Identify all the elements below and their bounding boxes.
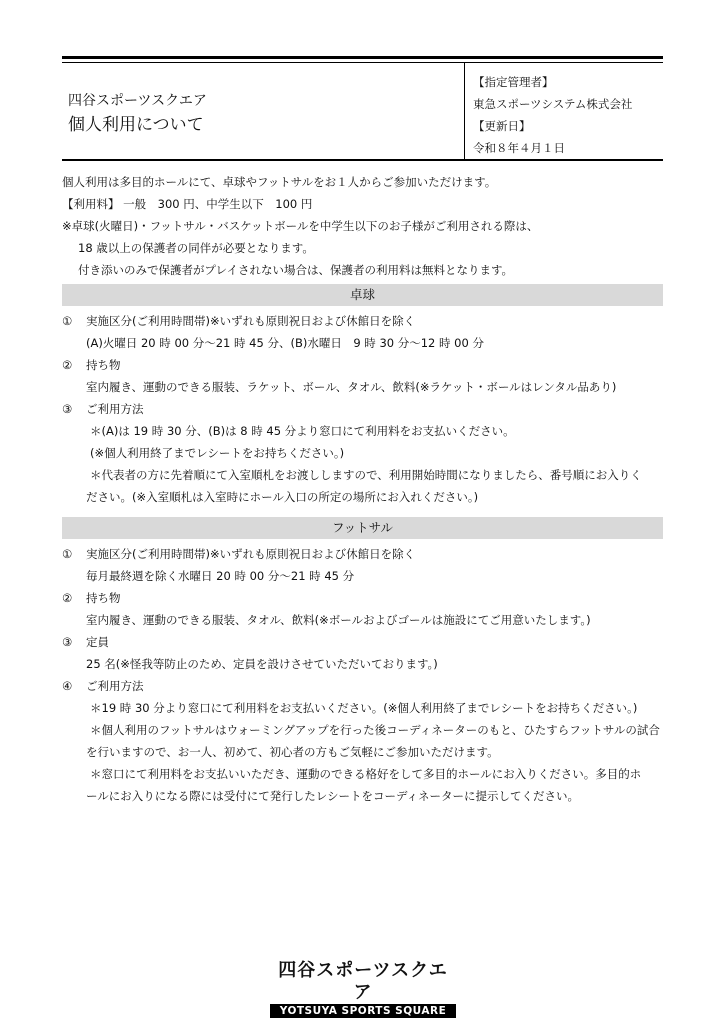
item-body-line: ＊窓口にて利用料をお支払いいただき、運動のできる格好をして多目的ホールにお入りください。多目的ホ [90,767,642,781]
intro-note-line: 付き添いのみで保護者がプレイされない場合は、保護者の利用料は無料となります。 [78,263,514,277]
fee-line: 【利用料】 一般 300 円、中学生以下 100 円 [62,197,313,211]
item-body-line: 室内履き、運動のできる服装、タオル、飲料(※ボールおよびゴールは施設にてご用意いたします。) [86,613,591,627]
list-item [62,310,663,332]
item-body-line: (A)火曜日 20 時 00 分～21 時 45 分、(B)水曜日 9 時 30 分～12 時 00 分 [86,336,484,350]
item-number: ③ [62,635,73,649]
list-item [62,398,663,420]
item-number: ① [62,314,73,328]
item-title: 定員 [86,635,109,649]
intro-line: 個人利用は多目的ホールにて、卓球やフットサルをお１人からご参加いただけます。 [62,175,497,189]
item-number: ② [62,358,73,372]
item-body-line: ＊代表者の方に先着順にて入室順札をお渡ししますので、利用開始時間になりましたら、番号順にお入りく [90,468,642,482]
intro-section [62,171,663,281]
item-body-line: ールにお入りになる際には受付にて発行したレシートをコーディネーターに提示してください。 [86,789,580,803]
document-page [62,56,663,807]
futsal-items [62,543,663,807]
section-heading-table-tennis: 卓球 [62,284,663,306]
intro-note-line: ※卓球(火曜日)・フットサル・バスケットボールを中学生以下のお子様がご利用される際は、 [62,219,539,233]
item-title: 実施区分(ご利用時間帯)※いずれも原則祝日および休館日を除く [86,314,416,328]
item-number: ③ [62,402,73,416]
logo-jp-text: 四谷スポーツスクエア [278,960,448,1003]
document-header [62,63,663,161]
item-body-line: を行いますので、お一人、初めて、初心者の方もご気軽にご参加いただけます。 [86,745,499,759]
section-heading-futsal: フットサル [62,517,663,539]
item-body-line: 室内履き、運動のできる服装、ラケット、ボール、タオル、飲料(※ラケット・ボールはレンタル品あり) [86,380,617,394]
item-body-line: ださい。(※入室順札は入室時にホール入口の所定の場所にお入れください。) [86,490,479,504]
top-double-rule [62,56,663,63]
updated-label: 【更新日】 [473,119,531,133]
list-item [62,543,663,565]
item-body-line: 25 名(※怪我等防止のため、定員を設けさせていただいております。) [86,657,438,671]
intro-note-line: 18 歳以上の保護者の同伴が必要となります。 [78,241,314,255]
item-title: 持ち物 [86,591,121,605]
list-item [62,587,663,609]
item-title: 持ち物 [86,358,121,372]
facility-name: 四谷スポーツスクエア [68,93,207,109]
header-title-block [62,63,465,159]
item-title: ご利用方法 [86,402,144,416]
item-number: ④ [62,679,73,693]
table-tennis-items [62,310,663,508]
manager-label: 【指定管理者】 [473,75,554,89]
manager-name: 東急スポーツシステム株式会社 [473,97,633,111]
logo-en-text: YOTSUYA SPORTS SQUARE [270,1004,456,1018]
facility-logo [270,960,456,1018]
list-item [62,631,663,653]
header-info-block [465,63,663,159]
updated-date: 令和８年４月１日 [473,141,565,155]
item-body-line: 毎月最終週を除く水曜日 20 時 00 分～21 時 45 分 [86,569,355,583]
item-body-line: ＊19 時 30 分より窓口にて利用料をお支払いください。(※個人利用終了までレシートをお持ちください。) [90,701,638,715]
item-title: 実施区分(ご利用時間帯)※いずれも原則祝日および休館日を除く [86,547,416,561]
list-item [62,675,663,697]
item-body-line: (※個人利用終了までレシートをお持ちください。) [90,446,345,460]
item-body-line: ＊(A)は 19 時 30 分、(B)は 8 時 45 分より窓口にて利用料をお支払いください。 [90,424,515,438]
page-title: 個人利用について [68,115,204,135]
item-title: ご利用方法 [86,679,144,693]
item-number: ② [62,591,73,605]
list-item [62,354,663,376]
item-number: ① [62,547,73,561]
item-body-line: ＊個人利用のフットサルはウォーミングアップを行った後コーディネーターのもと、ひたすらフットサルの試合 [90,723,660,737]
